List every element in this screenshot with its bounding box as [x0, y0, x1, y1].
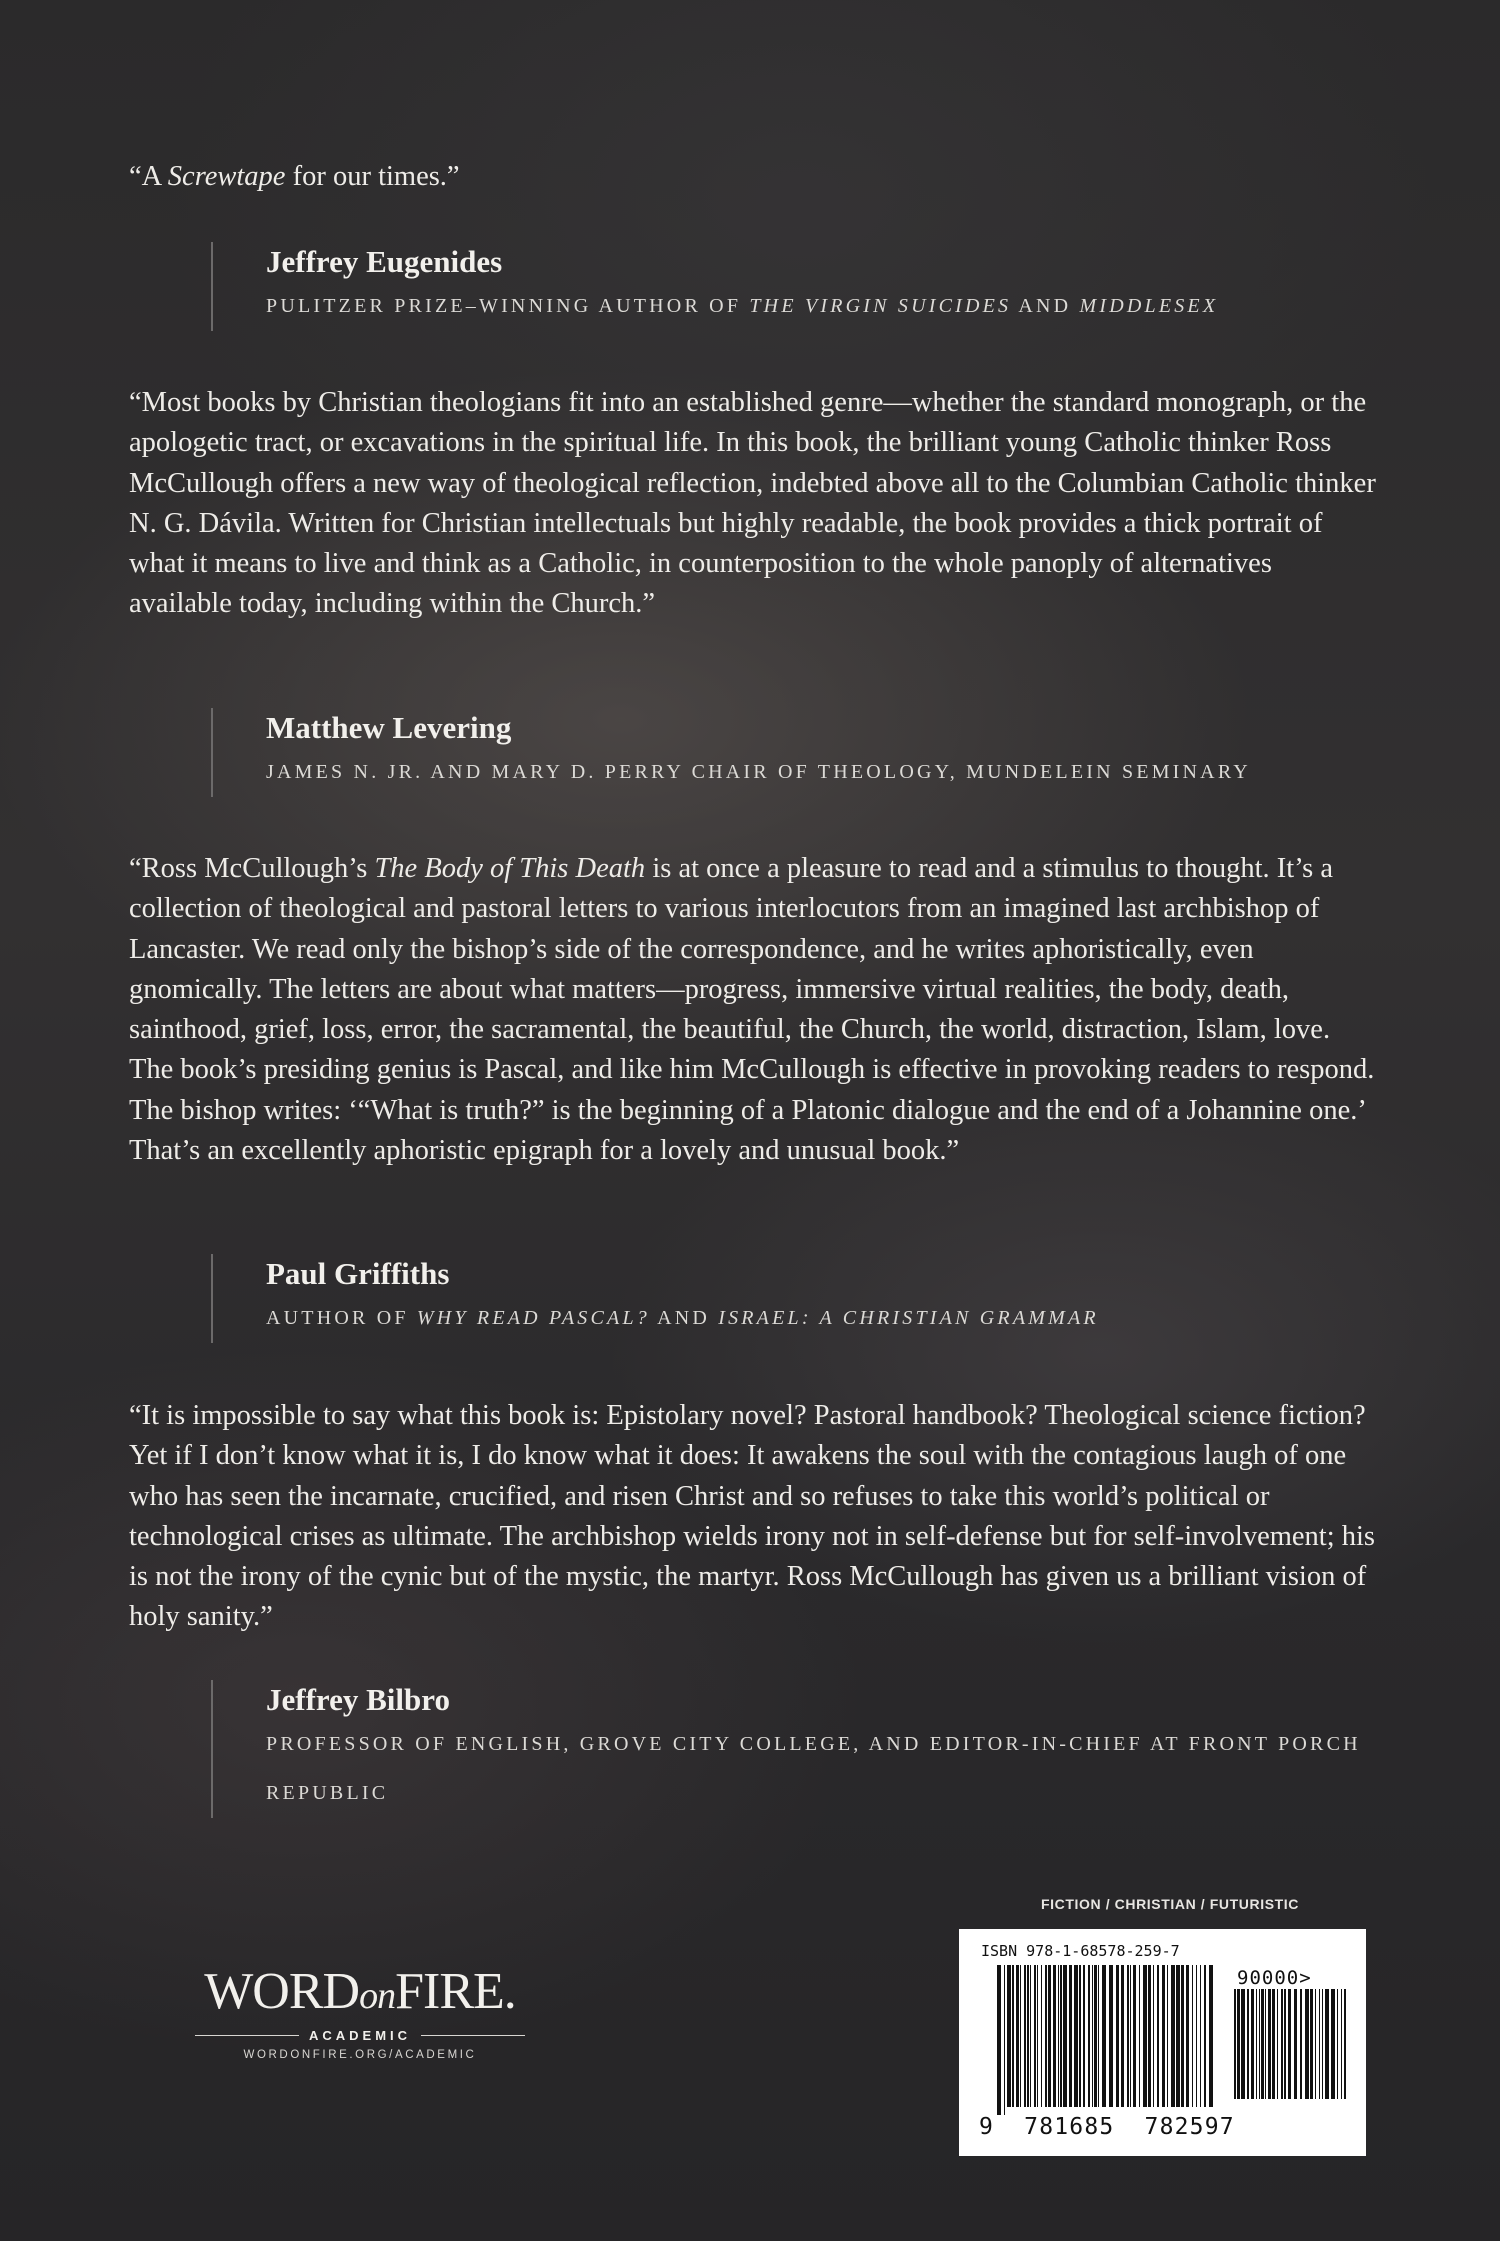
barcode-bar — [997, 1965, 1001, 2115]
quote-eugenides — [129, 157, 1379, 197]
barcode-bar — [1048, 1965, 1051, 2107]
barcode-bar — [1234, 1989, 1236, 2099]
barcode-bar — [1045, 1965, 1047, 2107]
quote-text: is at once a pleasure to read and a stimulus to thought. It’s a collection of theological and pastoral letters to various interlocutors from an imagined last archbishop of Lancaster. We read only the bishop’s side of the correspondence, and he writes aphoristically, even gnomically. The letters are about what matters—progress, immersive virtual realities, the body, death, sainthood, grief, loss, error, the sacramental, the beautiful, the Church, the world, distraction, Islam, love. The book’s presiding genius is Pascal, and like him McCullough is effective in provoking readers to respond. The bishop writes: ‘“What is truth?” is the beginning of a Platonic dialogue and the end of a Johannine one.’ That’s an excellently aphoristic epigraph for a lovely and unusual book.” — [129, 853, 1375, 1167]
barcode-bar — [1272, 1989, 1275, 2099]
barcode-bar — [1288, 1989, 1291, 2099]
barcode-bar — [1020, 1965, 1021, 2107]
barcode-bar — [1133, 1965, 1136, 2107]
barcode-bar — [1265, 1989, 1266, 2099]
barcode-bar — [1102, 1965, 1106, 2107]
barcode-bar — [1176, 1965, 1180, 2107]
quote-italic: The Body of This Death — [374, 853, 646, 884]
barcode-bar — [1016, 1965, 1019, 2107]
barcode-bar — [1259, 1989, 1260, 2099]
barcode-bar — [1268, 1989, 1271, 2099]
barcode-bar — [1024, 1965, 1026, 2107]
barcode-bar — [1153, 1965, 1154, 2107]
barcode-bar — [1083, 1965, 1085, 2107]
barcode-bar — [1143, 1965, 1147, 2107]
logo-divider — [195, 2035, 299, 2036]
barcode-bar — [1092, 1965, 1093, 2107]
barcode-bar — [1130, 1965, 1131, 2107]
publisher-url: WORDONFIRE.ORG/ACADEMIC — [243, 2049, 477, 2061]
barcode-bar — [1037, 1965, 1038, 2107]
barcode-bar — [1058, 1965, 1059, 2107]
barcode-bar — [1088, 1965, 1090, 2107]
barcode-bar — [1325, 1989, 1329, 2099]
logo-divider — [421, 2035, 525, 2036]
barcode-bar — [1319, 1989, 1320, 2099]
barcode-bar — [1121, 1965, 1124, 2107]
barcode-bar — [1237, 1989, 1240, 2099]
attribution-name: Jeffrey Eugenides — [266, 244, 503, 279]
barcode-bar — [1192, 1965, 1193, 2107]
barcode-bar — [1331, 1989, 1335, 2099]
logo-imprint-row — [195, 2028, 525, 2043]
barcode-bar — [1341, 1989, 1342, 2099]
quote-griffiths — [129, 849, 1379, 1171]
barcode-bar — [1127, 1965, 1129, 2107]
barcode-bar — [1034, 1965, 1036, 2107]
barcode-bar — [1284, 1989, 1286, 2099]
barcode-bar — [1004, 1965, 1005, 2115]
barcode-bar — [1098, 1965, 1099, 2107]
barcode-bar — [1012, 1965, 1014, 2107]
attribution-name: Paul Griffiths — [266, 1256, 450, 1291]
logo-wordmark: WORDonFIRE. — [204, 1963, 516, 2020]
quote-text: for our times.” — [285, 161, 460, 192]
logo-imprint: ACADEMIC — [308, 2028, 412, 2043]
barcode-bar — [1337, 1989, 1338, 2099]
barcode-bar — [1027, 1965, 1029, 2107]
quote-italic: Screwtape — [167, 161, 286, 192]
quote-bilbro: “It is impossible to say what this book is: Epistolary novel? Pastoral handbook? Theological science fiction? Yet if I don’t know what it is, I do know what it does: It awakens the soul with the contagious laugh of one who has seen the incarnate, crucified, and risen Christ and so refuses to take this world’s political or technological crises as ultimate. The archbishop wields irony not in self-defense but for self-involvement; his is not the irony of the cynic but of the mystic, the martyr. Ross McCullough has given us a brilliant vision of holy sanity.” — [129, 1400, 1376, 1633]
barcode-bar — [1167, 1965, 1168, 2107]
barcode-bar — [1041, 1965, 1042, 2107]
barcode-bar — [1162, 1965, 1165, 2107]
barcode-bar — [1204, 1965, 1206, 2107]
barcode-bar — [1251, 1989, 1254, 2099]
quote-text: “A — [129, 161, 168, 192]
barcode-bar — [1310, 1989, 1313, 2099]
barcode-bar — [1094, 1965, 1097, 2107]
barcode-bar — [1322, 1989, 1323, 2099]
attribution-griffiths — [211, 1254, 1099, 1343]
barcode-bar — [1079, 1965, 1081, 2107]
barcode-bar — [1241, 1989, 1245, 2099]
barcode-bar — [1305, 1989, 1309, 2099]
ean-digits: 9 781685 782597 — [979, 2114, 1235, 2140]
barcode-bar — [1196, 1965, 1197, 2107]
barcode-bar — [1171, 1965, 1175, 2107]
barcode-bar — [1300, 1989, 1302, 2099]
barcode-bar — [1261, 1989, 1264, 2099]
attribution-title: PULITZER PRIZE–WINNING AUTHOR OF THE VIRGIN SUICIDES AND MIDDLESEX — [266, 295, 1219, 317]
barcode-bar — [1116, 1965, 1119, 2107]
barcode-bar — [1315, 1989, 1316, 2099]
barcode-bar — [1157, 1965, 1159, 2107]
barcode-bar — [1148, 1965, 1151, 2107]
barcode-bar — [1139, 1965, 1140, 2107]
barcode-bar — [1294, 1989, 1297, 2099]
barcode-bar — [1256, 1989, 1257, 2099]
attribution-title: PROFESSOR OF ENGLISH, GROVE CITY COLLEGE, AND EDITOR-IN-CHIEF AT FRONT PORCH REPUBLIC — [266, 1733, 1361, 1804]
barcode-bar — [1007, 1965, 1011, 2107]
attribution-name: Jeffrey Bilbro — [266, 1682, 450, 1717]
barcode-bar — [1344, 1989, 1346, 2099]
barcode-bar — [1074, 1965, 1078, 2107]
barcode-bar — [1030, 1965, 1031, 2107]
barcode-bar — [1069, 1965, 1072, 2107]
barcode-bar — [1060, 1965, 1062, 2107]
isbn-barcode — [959, 1929, 1366, 2156]
publisher-logo — [195, 1962, 525, 2061]
quote-levering: “Most books by Christian theologians fit into an established genre—whether the standard monograph, or the apologetic tract, or excavations in the spiritual life. In this book, the brilliant young Catholic thinker Ross McCullough offers a new way of theological reflection, indebted above all to the Columbian Catholic thinker N. G. Dávila. Written for Christian intellectuals but highly readable, the book provides a thick portrait of what it means to live and think as a Catholic, in counterposition to the whole panoply of alternatives available today, including within the Church.” — [129, 387, 1376, 620]
barcode-bar — [1281, 1989, 1283, 2099]
attribution-bilbro — [211, 1680, 1366, 1818]
barcode-bar — [1109, 1965, 1113, 2107]
attribution-title: JAMES N. JR. AND MARY D. PERRY CHAIR OF THEOLOGY, MUNDELEIN SEMINARY — [266, 761, 1251, 783]
barcode-bar — [1063, 1965, 1067, 2107]
barcode-bar — [1181, 1965, 1184, 2107]
barcode-bar — [1277, 1989, 1278, 2099]
bisac-category: FICTION / CHRISTIAN / FUTURISTIC — [1041, 1896, 1299, 1912]
barcode-bar — [1247, 1989, 1249, 2099]
quote-text: “Ross McCullough’s — [129, 853, 375, 884]
attribution-levering — [211, 708, 1251, 797]
isbn-text: ISBN 978-1-68578-259-7 — [981, 1942, 1180, 1960]
barcode-bar — [1053, 1965, 1056, 2107]
price-code: 90000> — [1237, 1967, 1312, 1989]
attribution-title: AUTHOR OF WHY READ PASCAL? AND ISRAEL: A CHRISTIAN GRAMMAR — [266, 1307, 1099, 1329]
attribution-eugenides — [211, 242, 1218, 331]
barcode-bar — [1209, 1965, 1213, 2107]
attribution-name: Matthew Levering — [266, 710, 512, 745]
barcode-bar — [1200, 1965, 1201, 2107]
barcode-bar — [1186, 1965, 1189, 2107]
